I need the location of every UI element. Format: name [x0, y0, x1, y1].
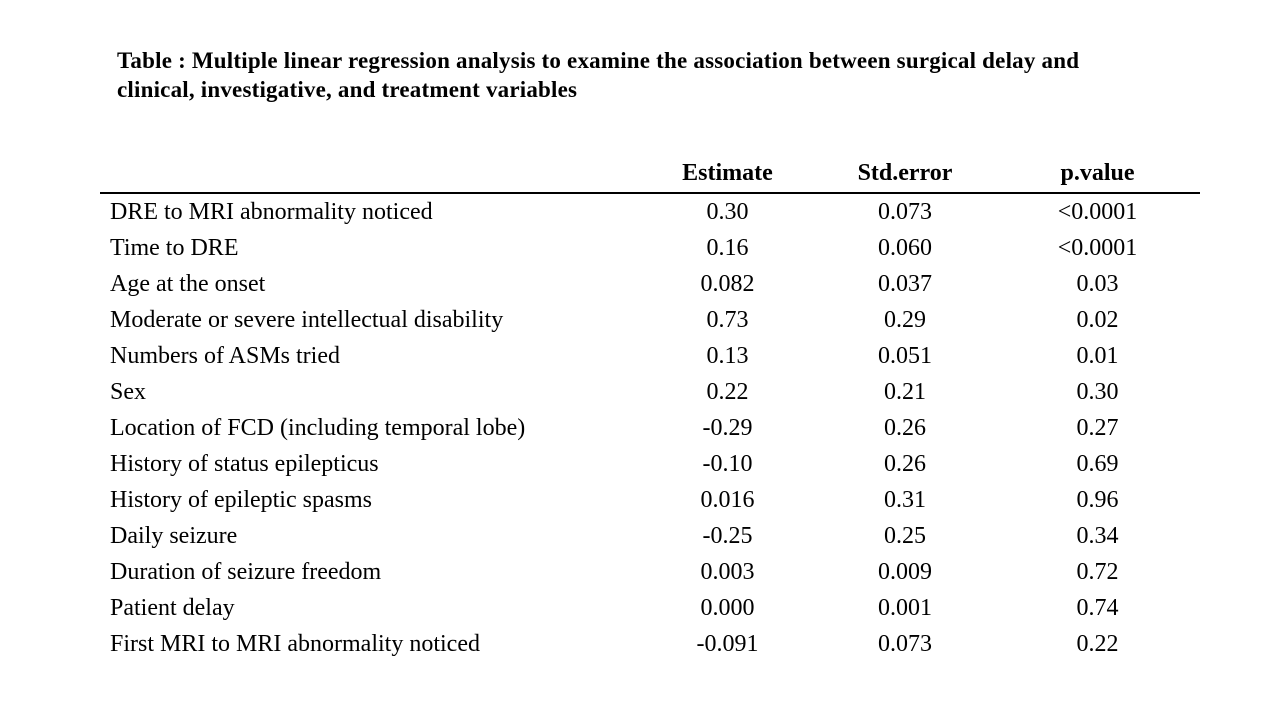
- cell-p-value: 0.72: [1076, 558, 1119, 585]
- cell-estimate: -0.091: [696, 630, 759, 657]
- table-row: [100, 338, 1200, 374]
- cell-estimate: 0.082: [700, 270, 755, 297]
- cell-std-error: 0.073: [878, 630, 932, 657]
- cell-p-value: 0.69: [1076, 450, 1119, 477]
- header-estimate: Estimate: [640, 157, 815, 193]
- table-row: [100, 518, 1200, 554]
- cell-std-error: 0.001: [878, 594, 932, 621]
- cell-std-error: 0.21: [884, 378, 926, 405]
- cell-label: History of epileptic spasms: [110, 486, 372, 513]
- cell-p-value: 0.02: [1076, 306, 1119, 333]
- table-row: [100, 374, 1200, 410]
- cell-std-error: 0.29: [884, 306, 926, 333]
- cell-estimate: 0.000: [700, 594, 755, 621]
- cell-label: Age at the onset: [110, 270, 266, 297]
- cell-label: Location of FCD (including temporal lobe): [110, 414, 526, 441]
- table-row: [100, 266, 1200, 302]
- table-row: [100, 554, 1200, 590]
- cell-estimate: 0.22: [706, 378, 749, 405]
- table-caption: [117, 46, 1137, 104]
- header-p-value: p.value: [995, 157, 1200, 193]
- cell-estimate: 0.73: [706, 306, 749, 333]
- cell-label: Duration of seizure freedom: [110, 558, 382, 585]
- cell-estimate: 0.30: [706, 198, 749, 225]
- cell-label: Daily seizure: [110, 522, 238, 549]
- cell-std-error: 0.009: [878, 558, 932, 585]
- cell-p-value: <0.0001: [1057, 234, 1138, 261]
- cell-estimate: -0.10: [702, 450, 753, 477]
- cell-p-value: 0.22: [1076, 630, 1119, 657]
- cell-estimate: 0.16: [706, 234, 749, 261]
- cell-estimate: 0.016: [700, 486, 755, 513]
- cell-p-value: 0.03: [1076, 270, 1119, 297]
- cell-label: DRE to MRI abnormality noticed: [110, 198, 433, 225]
- cell-std-error: 0.060: [878, 234, 932, 261]
- header-std-error: Std.error: [815, 157, 995, 193]
- cell-label: Time to DRE: [110, 234, 239, 261]
- cell-label: First MRI to MRI abnormality noticed: [110, 630, 480, 657]
- table-caption-line-1: Table : Multiple linear regression analysis to examine the association between surgical delay and: [117, 48, 1080, 73]
- table-row: [100, 193, 1200, 230]
- cell-std-error: 0.26: [884, 414, 926, 441]
- cell-std-error: 0.051: [878, 342, 932, 369]
- cell-p-value: 0.01: [1076, 342, 1119, 369]
- table-row: [100, 626, 1200, 662]
- cell-std-error: 0.037: [878, 270, 932, 297]
- cell-label: Numbers of ASMs tried: [110, 342, 340, 369]
- cell-std-error: 0.31: [884, 486, 926, 513]
- cell-estimate: -0.25: [702, 522, 753, 549]
- cell-std-error: 0.073: [878, 198, 932, 225]
- regression-table: [100, 157, 1200, 662]
- table-row: [100, 302, 1200, 338]
- cell-p-value: 0.74: [1076, 594, 1119, 621]
- cell-p-value: 0.96: [1076, 486, 1119, 513]
- cell-std-error: 0.25: [884, 522, 926, 549]
- cell-p-value: <0.0001: [1057, 198, 1138, 225]
- table-row: [100, 446, 1200, 482]
- cell-label: Moderate or severe intellectual disability: [110, 306, 504, 333]
- cell-estimate: 0.13: [706, 342, 749, 369]
- table-header-row: [100, 157, 1200, 193]
- cell-label: Sex: [110, 378, 146, 405]
- cell-std-error: 0.26: [884, 450, 926, 477]
- cell-label: Patient delay: [110, 594, 235, 621]
- table-row: [100, 230, 1200, 266]
- table-row: [100, 482, 1200, 518]
- cell-p-value: 0.27: [1076, 414, 1119, 441]
- table-caption-line-2: clinical, investigative, and treatment variables: [117, 77, 578, 102]
- cell-label: History of status epilepticus: [110, 450, 379, 477]
- table-row: [100, 590, 1200, 626]
- cell-estimate: -0.29: [702, 414, 753, 441]
- cell-p-value: 0.34: [1076, 522, 1119, 549]
- header-variable-blank: [100, 157, 640, 193]
- cell-estimate: 0.003: [700, 558, 755, 585]
- cell-p-value: 0.30: [1076, 378, 1119, 405]
- table-row: [100, 410, 1200, 446]
- table-body: [100, 193, 1200, 662]
